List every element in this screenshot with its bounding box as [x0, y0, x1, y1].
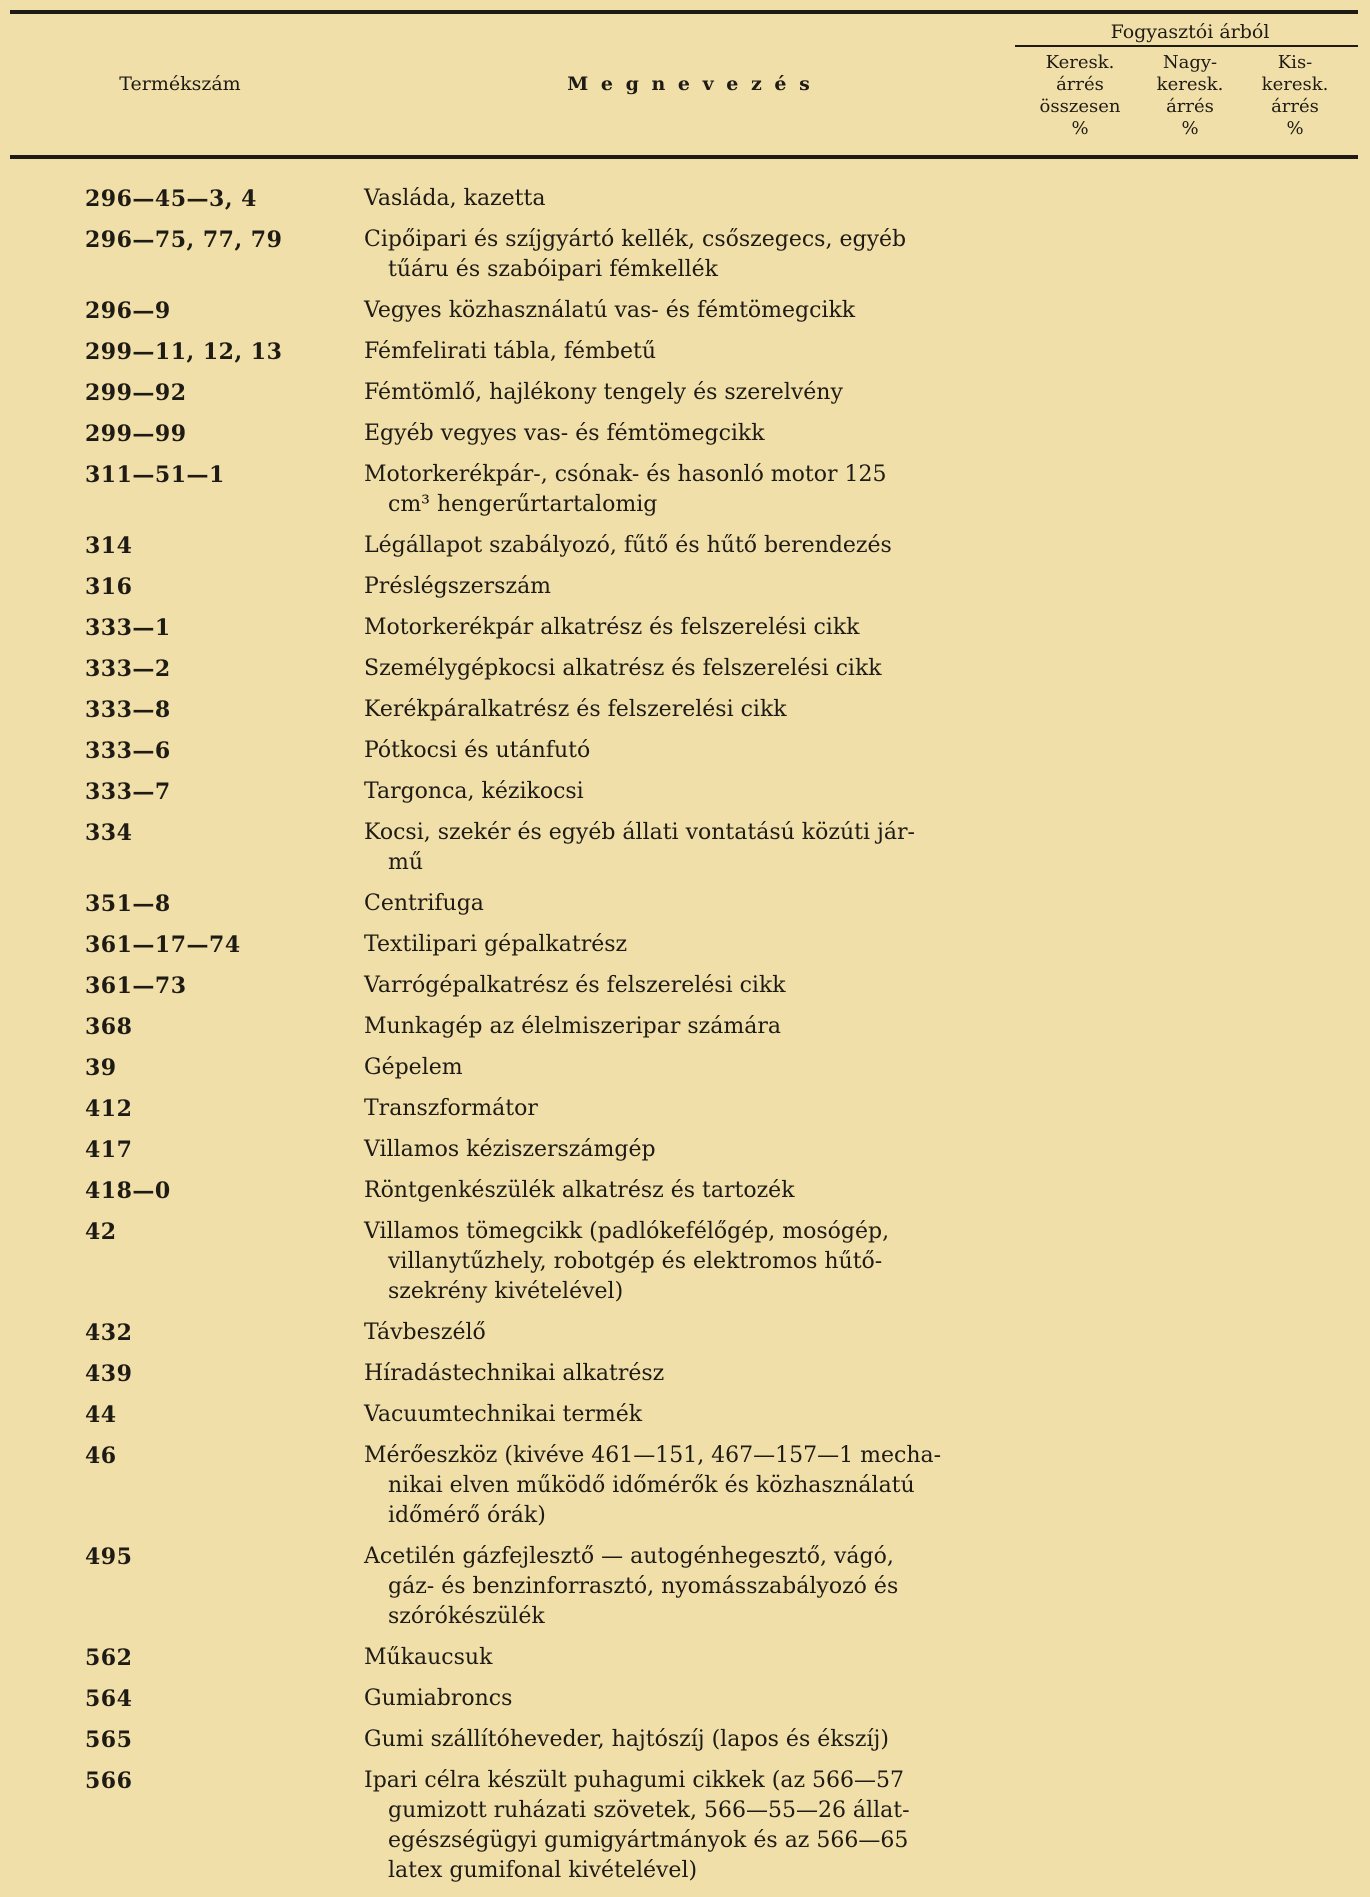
product-code: 46	[85, 1443, 117, 1469]
product-code: 432	[85, 1320, 133, 1346]
product-code: 299—99	[85, 421, 187, 447]
product-code: 361—17—74	[85, 932, 241, 958]
table-row	[0, 1684, 1370, 1714]
product-name-line: Gépelem	[364, 1055, 463, 1080]
product-code: 495	[85, 1544, 133, 1570]
table-row	[0, 1441, 1370, 1531]
product-name-line: szekrény kivételével)	[388, 1279, 624, 1304]
product-name-line: Varrógépalkatrész és felszerelési cikk	[364, 973, 786, 998]
product-name-line: Légállapot szabályozó, fűtő és hűtő berendezés	[364, 533, 892, 558]
product-name-line: villanytűzhely, robotgép és elektromos hűtő-	[388, 1249, 883, 1274]
product-name	[364, 654, 1018, 684]
table-row	[0, 460, 1370, 520]
product-name	[364, 613, 1018, 643]
table-row	[0, 695, 1370, 725]
product-name-line: Gumiabroncs	[364, 1686, 513, 1711]
product-name-line: Motorkerékpár-, csónak- és hasonló motor 125	[364, 462, 887, 487]
product-name-line: Motorkerékpár alkatrész és felszerelési cikk	[364, 615, 860, 640]
product-name	[364, 1643, 1018, 1673]
product-code: 439	[85, 1361, 133, 1387]
product-name-line: Acetilén gázfejlesztő — autogénhegesztő, vágó,	[364, 1544, 894, 1569]
table-row	[0, 654, 1370, 684]
table-row	[0, 296, 1370, 326]
product-name-line: latex gumifonal kivételével)	[388, 1858, 698, 1883]
product-code: 562	[85, 1645, 133, 1671]
product-name-line: Gumi szállítóheveder, hajtószíj (lapos és ékszíj)	[364, 1727, 889, 1752]
product-name-line: Pótkocsi és utánfutó	[364, 738, 591, 763]
product-name-line: Vacuumtechnikai termék	[364, 1402, 643, 1427]
product-table	[0, 184, 1370, 1897]
product-name	[364, 419, 1018, 449]
product-name	[364, 1217, 1018, 1307]
product-code: 333—6	[85, 738, 171, 764]
product-code: 565	[85, 1727, 133, 1753]
subheader-retail-margin: Kis- keresk. árrés %	[1261, 52, 1329, 139]
product-name-line: Híradástechnikai alkatrész	[364, 1361, 665, 1386]
table-row	[0, 572, 1370, 602]
product-code: 314	[85, 533, 133, 559]
product-name-line: gumizott ruházati szövetek, 566—55—26 állat-	[388, 1798, 910, 1823]
product-name-line: tűáru és szabóipari fémkellék	[388, 257, 719, 282]
product-code: 42	[85, 1219, 117, 1245]
product-code: 299—11, 12, 13	[85, 339, 283, 365]
group-underline	[1015, 45, 1358, 47]
table-row	[0, 1318, 1370, 1348]
product-name-line: Fémtömlő, hajlékony tengely és szerelvény	[364, 380, 843, 405]
product-name	[364, 736, 1018, 766]
table-row	[0, 1053, 1370, 1083]
column-header-name: M e g n e v e z é s	[567, 73, 813, 95]
product-name-line: Egyéb vegyes vas- és fémtömegcikk	[364, 421, 765, 446]
product-name	[364, 1176, 1018, 1206]
product-name	[364, 1542, 1018, 1632]
table-row	[0, 225, 1370, 285]
product-code: 417	[85, 1137, 133, 1163]
product-name-line: Villamos tömegcikk (padlókefélőgép, mosógép,	[364, 1219, 890, 1244]
product-name	[364, 1135, 1018, 1165]
product-code: 296—9	[85, 298, 171, 324]
product-name-line: Röntgenkészülék alkatrész és tartozék	[364, 1178, 795, 1203]
product-code: 566	[85, 1768, 133, 1794]
product-name	[364, 296, 1018, 326]
product-name	[364, 572, 1018, 602]
product-code: 412	[85, 1096, 133, 1122]
product-name	[364, 1094, 1018, 1124]
product-name-line: Műkaucsuk	[364, 1645, 493, 1670]
product-name-line: Fémfelirati tábla, fémbetű	[364, 339, 656, 364]
product-name-line: Ipari célra készült puhagumi cikkek (az 566—57	[364, 1768, 905, 1793]
subheader-wholesale-margin: Nagy- keresk. árrés %	[1156, 52, 1224, 139]
table-row	[0, 1094, 1370, 1124]
product-name	[364, 1766, 1018, 1886]
table-row	[0, 818, 1370, 878]
table-row	[0, 419, 1370, 449]
table-row	[0, 1012, 1370, 1042]
table-row	[0, 1135, 1370, 1165]
product-name	[364, 184, 1018, 214]
table-row	[0, 971, 1370, 1001]
table-row	[0, 777, 1370, 807]
product-name	[364, 1359, 1018, 1389]
product-code: 333—8	[85, 697, 171, 723]
product-code: 564	[85, 1686, 133, 1712]
table-row	[0, 184, 1370, 214]
table-row	[0, 1176, 1370, 1206]
product-name	[364, 1400, 1018, 1430]
product-code: 39	[85, 1055, 117, 1081]
subheader-total-margin: Keresk. árrés összesen %	[1039, 52, 1121, 139]
product-code: 311—51—1	[85, 462, 225, 488]
table-row	[0, 337, 1370, 367]
product-name-line: Munkagép az élelmiszeripar számára	[364, 1014, 781, 1039]
table-row	[0, 930, 1370, 960]
header-top-rule	[10, 10, 1358, 14]
product-name-line: egészségügyi gumigyártmányok és az 566—65	[388, 1828, 909, 1853]
product-name-line: Személygépkocsi alkatrész és felszerelési cikk	[364, 656, 882, 681]
product-code: 418—0	[85, 1178, 171, 1204]
product-name-line: gáz- és benzinforrasztó, nyomásszabályozó és	[388, 1574, 899, 1599]
column-header-code: Termékszám	[119, 73, 241, 95]
product-name-line: Centrifuga	[364, 891, 484, 916]
product-name-line: Mérőeszköz (kivéve 461—151, 467—157—1 mecha-	[364, 1443, 942, 1468]
product-name	[364, 818, 1018, 878]
product-name	[364, 1684, 1018, 1714]
product-name	[364, 889, 1018, 919]
product-name-line: Kerékpáralkatrész és felszerelési cikk	[364, 697, 787, 722]
product-name-line: cm³ hengerűrtartalomig	[388, 492, 658, 517]
table-row	[0, 1217, 1370, 1307]
product-name-line: Textilipari gépalkatrész	[364, 932, 628, 957]
product-name-line: mű	[388, 850, 424, 875]
product-name	[364, 971, 1018, 1001]
table-row	[0, 1542, 1370, 1632]
product-name-line: Kocsi, szekér és egyéb állati vontatású közúti jár-	[364, 820, 915, 845]
product-name-line: időmérő órák)	[388, 1503, 546, 1528]
product-name-line: Targonca, kézikocsi	[364, 779, 584, 804]
product-name-line: Villamos kéziszerszámgép	[364, 1137, 656, 1162]
product-name-line: szórókészülék	[388, 1604, 545, 1629]
product-code: 44	[85, 1402, 117, 1428]
product-name	[364, 695, 1018, 725]
product-code: 316	[85, 574, 133, 600]
table-row	[0, 378, 1370, 408]
product-name	[364, 225, 1018, 285]
table-row	[0, 613, 1370, 643]
table-row	[0, 1359, 1370, 1389]
product-code: 296—45—3, 4	[85, 186, 257, 212]
table-row	[0, 531, 1370, 561]
product-name-line: Vasláda, kazetta	[364, 186, 546, 211]
product-name	[364, 460, 1018, 520]
product-name	[364, 1012, 1018, 1042]
product-name	[364, 777, 1018, 807]
product-code: 333—7	[85, 779, 171, 805]
product-name	[364, 378, 1018, 408]
table-row	[0, 1643, 1370, 1673]
product-code: 351—8	[85, 891, 171, 917]
product-code: 299—92	[85, 380, 187, 406]
product-name	[364, 1725, 1018, 1755]
product-name	[364, 531, 1018, 561]
product-name	[364, 1318, 1018, 1348]
product-code: 368	[85, 1014, 133, 1040]
product-name-line: Távbeszélő	[364, 1320, 486, 1345]
product-code: 334	[85, 820, 133, 846]
table-row	[0, 889, 1370, 919]
table-row	[0, 736, 1370, 766]
product-code: 361—73	[85, 973, 187, 999]
product-code: 296—75, 77, 79	[85, 227, 283, 253]
column-group-header: Fogyasztói árból	[1110, 21, 1270, 43]
product-code: 333—1	[85, 615, 171, 641]
table-row	[0, 1725, 1370, 1755]
product-name	[364, 1441, 1018, 1531]
table-row	[0, 1400, 1370, 1430]
product-name-line: Vegyes közhasználatú vas- és fémtömegcikk	[364, 298, 856, 323]
product-name-line: Transzformátor	[364, 1096, 538, 1121]
product-name	[364, 1053, 1018, 1083]
table-row	[0, 1766, 1370, 1886]
header-bottom-rule	[10, 155, 1358, 159]
product-name	[364, 930, 1018, 960]
product-name-line: Cipőipari és szíjgyártó kellék, csőszegecs, egyéb	[364, 227, 907, 252]
product-name-line: nikai elven működő időmérők és közhasználatú	[388, 1473, 915, 1498]
product-name-line: Préslégszerszám	[364, 574, 552, 599]
product-code: 333—2	[85, 656, 171, 682]
product-name	[364, 337, 1018, 367]
